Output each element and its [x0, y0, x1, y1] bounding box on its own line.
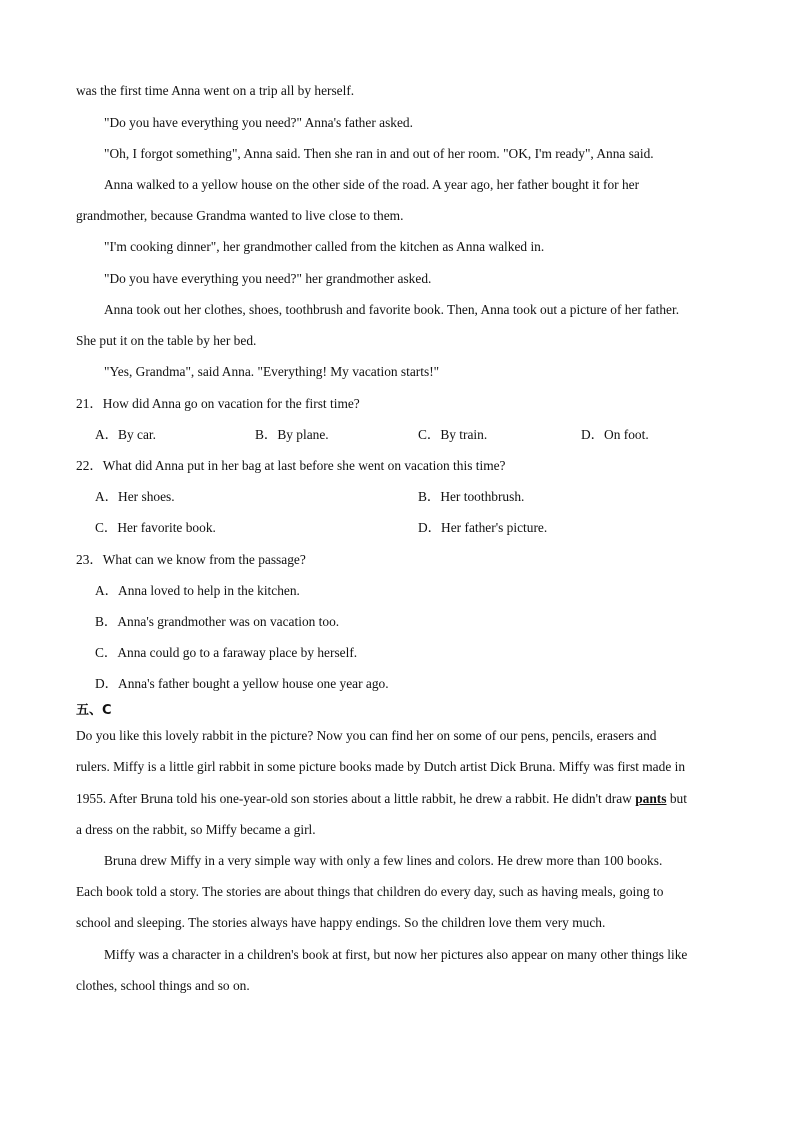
question-22-option-a[interactable]: A．Her shoes. [95, 489, 175, 504]
question-21-option-d[interactable]: D．On foot. [581, 427, 649, 442]
passage-line: school and sleeping. The stories always have happy endings. So the children love them very much. [76, 915, 606, 930]
passage-line [76, 790, 687, 808]
question-21-option-c[interactable]: C．By train. [418, 427, 488, 442]
question-23-option-d[interactable]: D．Anna's father bought a yellow house one year ago. [95, 676, 389, 691]
passage-line: "I'm cooking dinner", her grandmother called from the kitchen as Anna walked in. [104, 239, 545, 254]
question-22-stem: 22．What did Anna put in her bag at last before she went on vacation this time? [76, 458, 506, 473]
passage-line: Bruna drew Miffy in a very simple way with only a few lines and colors. He drew more than 100 books. [104, 853, 663, 868]
question-21-stem: 21．How did Anna go on vacation for the first time? [76, 396, 360, 411]
question-23-option-b[interactable]: B．Anna's grandmother was on vacation too. [95, 614, 340, 629]
passage-line: "Do you have everything you need?" her grandmother asked. [104, 271, 432, 286]
passage-line: She put it on the table by her bed. [76, 333, 257, 348]
passage-line: "Do you have everything you need?" Anna's father asked. [104, 115, 413, 130]
question-23-stem: 23．What can we know from the passage? [76, 552, 306, 567]
question-23-option-c[interactable]: C．Anna could go to a faraway place by herself. [95, 645, 358, 660]
section-c-header: 五、C [76, 703, 112, 718]
passage-text: but [669, 791, 687, 806]
passage-line: a dress on the rabbit, so Miffy became a girl. [76, 822, 316, 837]
underlined-word: pants [635, 791, 667, 806]
passage-line: Miffy was a character in a children's book at first, but now her pictures also appear on many other things like [104, 947, 688, 962]
passage-line: Do you like this lovely rabbit in the picture? Now you can find her on some of our pens, pencils, erasers and [76, 728, 657, 743]
passage-line: Anna walked to a yellow house on the other side of the road. A year ago, her father bought it for her [104, 177, 640, 192]
passage-line: rulers. Miffy is a little girl rabbit in some picture books made by Dutch artist Dick Bruna. Miffy was first made in [76, 759, 686, 774]
passage-line: "Oh, I forgot something", Anna said. Then she ran in and out of her room. "OK, I'm ready", Anna said. [104, 146, 654, 161]
passage-line: clothes, school things and so on. [76, 978, 250, 993]
question-23-option-a[interactable]: A．Anna loved to help in the kitchen. [95, 583, 300, 598]
passage-line: Anna took out her clothes, shoes, toothbrush and favorite book. Then, Anna took out a picture of her father. [104, 302, 680, 317]
passage-line: was the first time Anna went on a trip all by herself. [76, 83, 355, 98]
question-21-option-b[interactable]: B．By plane. [255, 427, 329, 442]
question-21-option-a[interactable]: A．By car. [95, 427, 156, 442]
passage-line: "Yes, Grandma", said Anna. "Everything! My vacation starts!" [104, 364, 440, 379]
question-22-option-b[interactable]: B．Her toothbrush. [418, 489, 525, 504]
question-22-option-d[interactable]: D．Her father's picture. [418, 520, 548, 535]
passage-line: Each book told a story. The stories are about things that children do every day, such as having meals, going to [76, 884, 664, 899]
passage-line: grandmother, because Grandma wanted to live close to them. [76, 208, 404, 223]
passage-text: 1955. After Bruna told his one-year-old son stories about a little rabbit, he drew a rabbit. He didn't draw [76, 791, 632, 806]
question-22-option-c[interactable]: C．Her favorite book. [95, 520, 216, 535]
